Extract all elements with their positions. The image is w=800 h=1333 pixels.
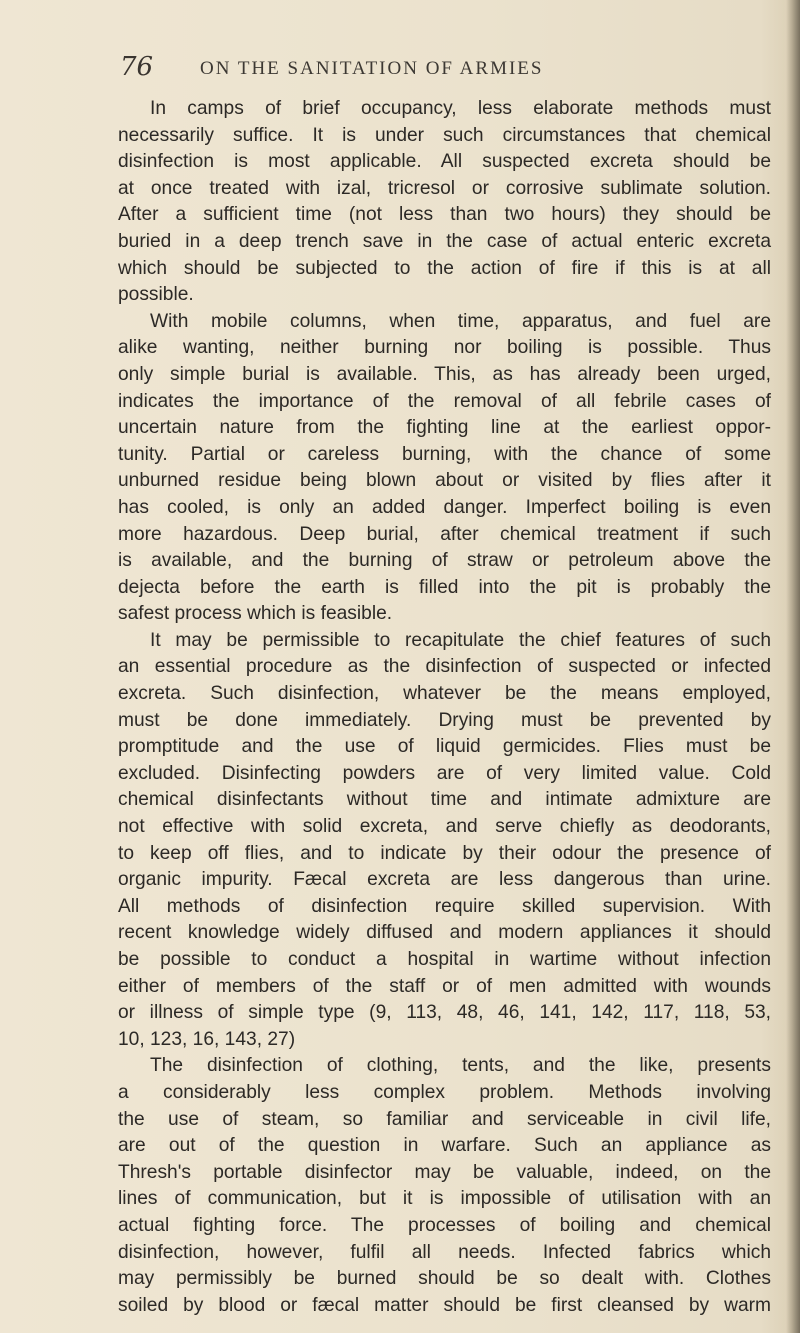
text-line: excreta. Such disinfection, whatever be the means employed,: [118, 683, 771, 705]
text-line: tunity. Partial or careless burning, with the chance of some: [118, 443, 771, 465]
text-line: safest process which is feasible.: [118, 603, 393, 625]
text-line: unburned residue being blown about or visited by flies after it: [118, 470, 771, 492]
text-line: may permissibly be burned should be so dealt with. Clothes: [118, 1268, 771, 1290]
text-line: uncertain nature from the fighting line at the earliest oppor-: [118, 417, 771, 439]
text-line: promptitude and the use of liquid germicides. Flies must be: [118, 736, 771, 758]
text-line: an essential procedure as the disinfection of suspected or infected: [118, 656, 771, 678]
text-line: be possible to conduct a hospital in wartime without infection: [118, 949, 771, 970]
text-line: With mobile columns, when time, apparatus, and fuel are: [150, 310, 771, 332]
running-head: ON THE SANITATION OF ARMIES: [200, 58, 544, 79]
text-line: excluded. Disinfecting powders are of very limited value. Cold: [118, 762, 771, 784]
page-edge-shadow: [786, 0, 800, 1333]
text-line: dejecta before the earth is filled into the pit is probably the: [118, 576, 771, 598]
text-line: must be done immediately. Drying must be prevented by: [118, 709, 771, 731]
text-line: All methods of disinfection require skilled supervision. With: [118, 895, 771, 917]
body-text: [118, 96, 771, 1319]
text-line: are out of the question in warfare. Such an appliance as: [118, 1135, 771, 1157]
text-line: actual fighting force. The processes of boiling and chemical: [118, 1214, 771, 1236]
text-line: necessarily suffice. It is under such circumstances that chemical: [118, 124, 771, 146]
text-line: a considerably less complex problem. Methods involving: [118, 1081, 771, 1103]
text-line: the use of steam, so familiar and serviceable in civil life,: [118, 1108, 771, 1130]
text-line: After a sufficient time (not less than two hours) they should be: [118, 204, 771, 226]
text-line: alike wanting, neither burning nor boiling is possible. Thus: [118, 337, 771, 359]
text-line: Thresh's portable disinfector may be valuable, indeed, on the: [118, 1161, 771, 1183]
page-header: [120, 52, 780, 88]
text-line: soiled by blood or fæcal matter should be first cleansed by warm: [118, 1294, 771, 1316]
text-line: possible.: [118, 284, 194, 306]
text-line: which should be subjected to the action of fire if this is at all: [118, 257, 771, 279]
text-line: either of members of the staff or of men admitted with wounds: [118, 975, 771, 997]
text-line: lines of communication, but it is impossible of utilisation with an: [118, 1188, 771, 1210]
text-line: 10, 123, 16, 143, 27): [118, 1028, 296, 1050]
text-line: has cooled, is only an added danger. Imperfect boiling is even: [118, 496, 771, 518]
text-line: or illness of simple type (9, 113, 48, 46, 141, 142, 117, 118, 53,: [118, 1002, 771, 1024]
text-line: chemical disinfectants without time and intimate admixture are: [118, 789, 771, 811]
text-line: not effective with solid excreta, and serve chiefly as deodorants,: [118, 816, 771, 838]
text-line: indicates the importance of the removal of all febrile cases of: [118, 390, 771, 412]
text-line: disinfection is most applicable. All suspected excreta should be: [118, 151, 771, 173]
text-line: In camps of brief occupancy, less elaborate methods must: [150, 98, 771, 119]
text-line: disinfection, however, fulfil all needs. Infected fabrics which: [118, 1241, 771, 1263]
text-line: only simple burial is available. This, as has already been urged,: [118, 363, 771, 385]
text-line: more hazardous. Deep burial, after chemical treatment if such: [118, 523, 771, 545]
text-line: at once treated with izal, tricresol or corrosive sublimate solution.: [118, 177, 771, 199]
text-line: It may be permissible to recapitulate the chief features of such: [150, 629, 771, 651]
page-number: 76: [120, 52, 154, 82]
text-line: is available, and the burning of straw or petroleum above the: [118, 550, 771, 572]
text-line: organic impurity. Fæcal excreta are less dangerous than urine.: [118, 869, 771, 891]
text-line: buried in a deep trench save in the case of actual enteric excreta: [118, 230, 771, 252]
text-line: The disinfection of clothing, tents, and the like, presents: [150, 1055, 771, 1077]
text-line: to keep off flies, and to indicate by their odour the presence of: [118, 842, 771, 864]
text-line: recent knowledge widely diffused and modern appliances it should: [118, 922, 771, 944]
